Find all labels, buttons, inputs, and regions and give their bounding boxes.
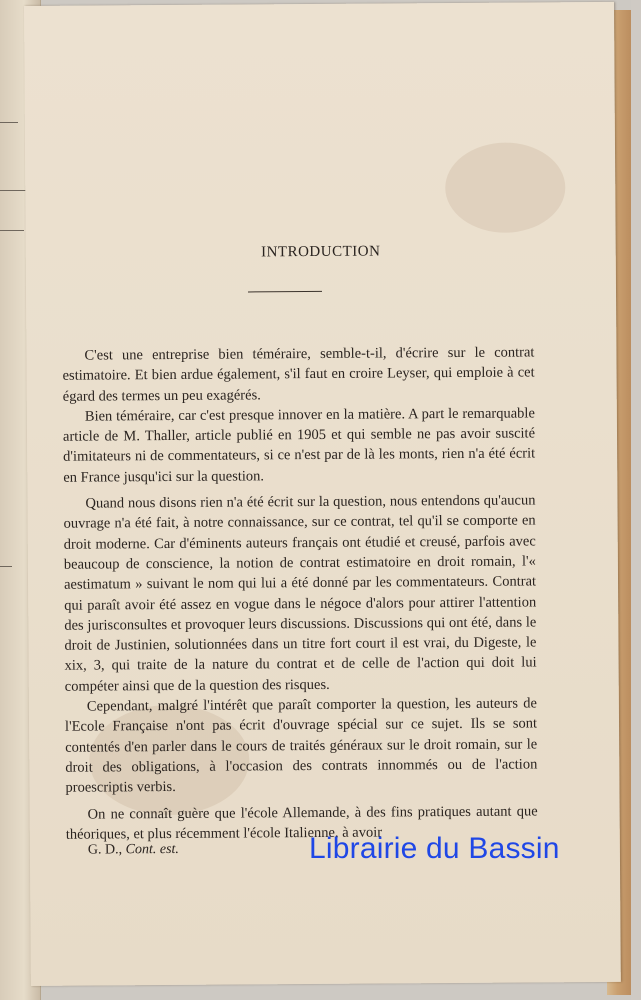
background-strip [631,0,641,1000]
page-footer [88,842,179,859]
back-page-mark [0,566,12,567]
footer-signature: G. D., [87,842,123,858]
paper-stain [445,142,566,233]
paragraph-1: C'est une entreprise bien téméraire, semble-t-il, d'écrire sur le contrat estimatoire. Et bien ardue également, s'il faut en croire Leyser, qui emploie à cet égard des termes un peu exagérés. [62,344,535,405]
paragraph-4: Cependant, malgré l'intérêt que paraît comporter la question, les auteurs de l'Ecole Française n'ont pas écrit d'ouvrage spécial sur ce sujet. Ils se sont contentés d'en parler dans le cours de traités généraux sur le droit romain, sur le droit des obligations, à l'occasion des contrats innommés ou de l'action proescriptis verbis. [64,695,538,796]
back-page-mark [0,122,18,123]
page-heading: INTRODUCTION [260,243,381,261]
back-page-mark [0,190,28,191]
back-page-mark [0,230,24,231]
paragraph-2: Bien téméraire, car c'est presque innover en la matière. A part le remarquable article de M. Thaller, article publié en 1905 et qui semble ne pas avoir suscité d'imitateurs ni de commentateurs, si ce n'est par de là les monts, rien n'a été écrit en France jusqu'ici sur la question. [62,405,536,486]
body-text [62,342,537,844]
paragraph-5: On ne connaît guère que l'école Allemande, à des fins pratiques autant que théoriques, et plus récemment l'école Italienne, à avoir [65,802,538,843]
heading-rule [248,291,322,293]
paragraph-3: Quand nous disons rien n'a été écrit sur la question, nous entendons qu'aucun ouvrage n'a été fait, à notre connaissance, sur ce contrat, tel qu'il se comporte en droit moderne. Car d'éminents auteurs français ont étudié et creusé, parfois avec beaucoup de conscience, la notion de contrat estimatoire en droit romain, l'« aestimatum » suivant le nom qui lui a été donné par les commentateurs. Contrat qui paraît avoir été assez en vogue dans le négoce d'alors pour attirer l'attention des jurisconsultes et provoquer leurs discussions. Discussions qui ont été, dans le droit de Justinien, solutionnées dans un titre fort court il est vrai, du Digeste, le xix, 3, qui traite de la nature du contrat et de celle de l'action qui doit lui compéter ainsi que de la question des risques. [63,492,537,695]
footer-abbrev: Cont. est. [125,841,179,858]
watermark-text: Librairie du Bassin [309,832,560,865]
